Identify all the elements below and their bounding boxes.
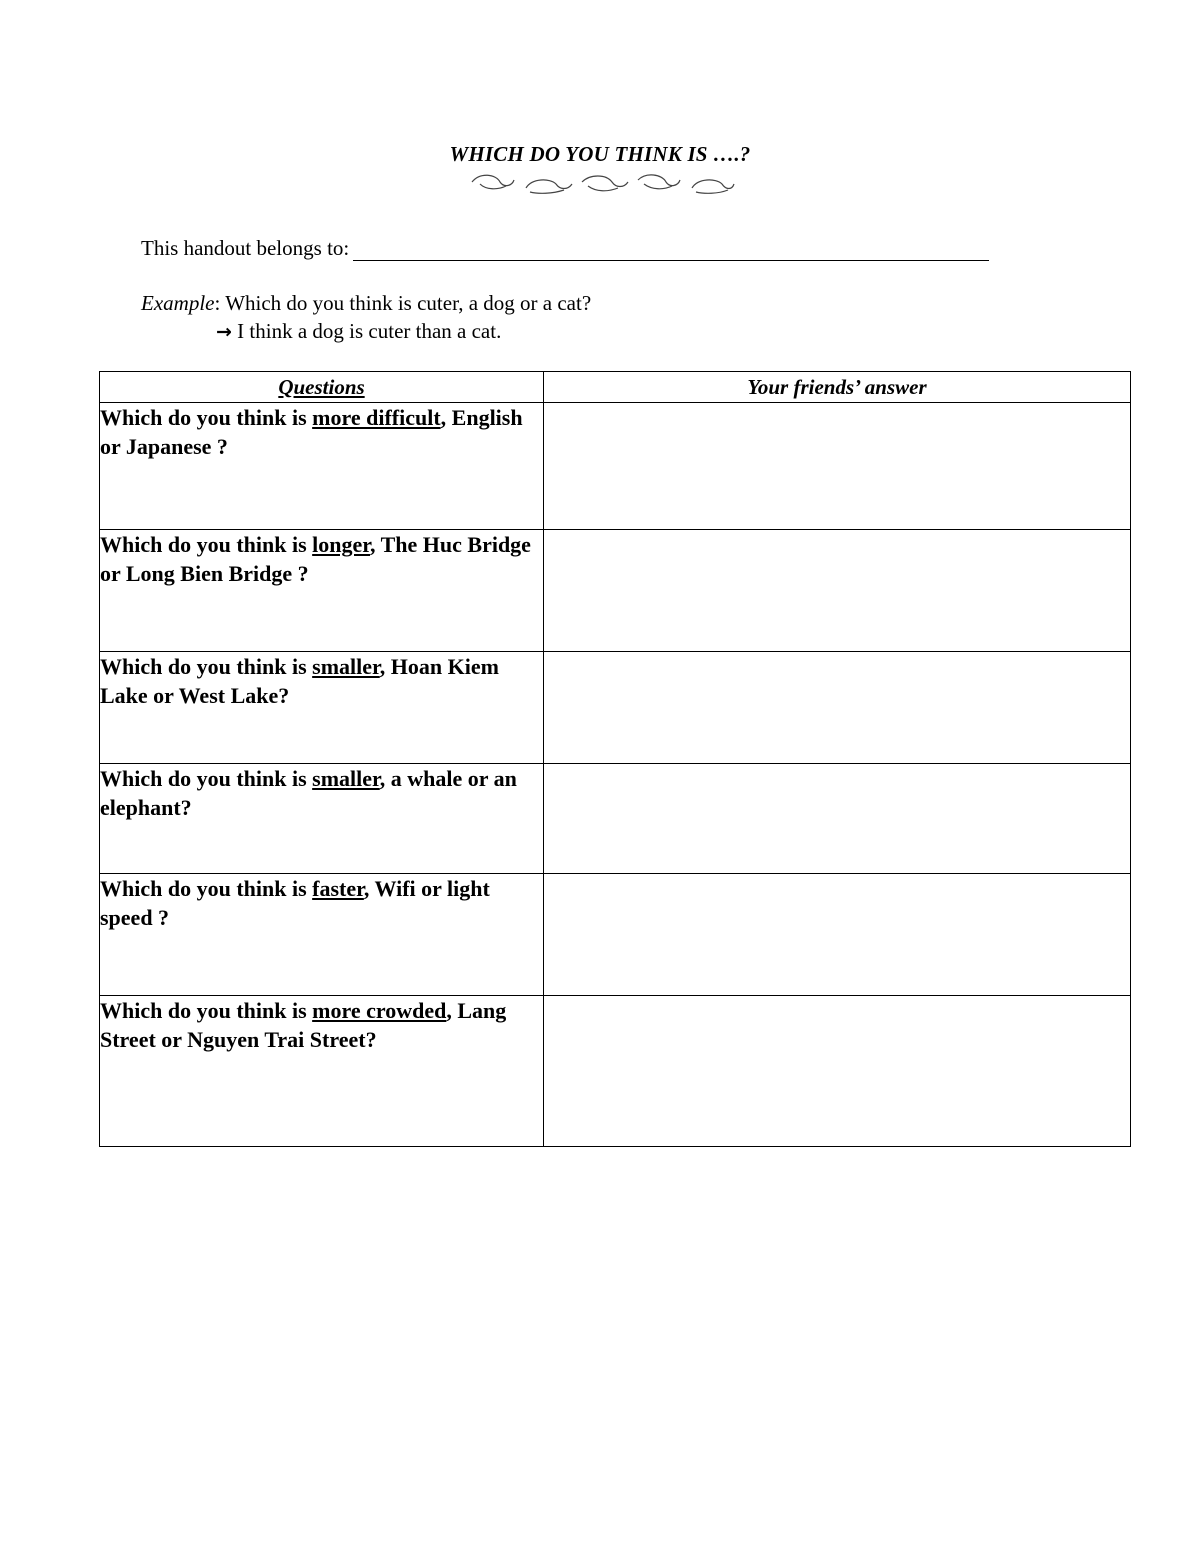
question-keyword: faster [312,876,364,901]
question-prefix: Which do you think is [100,405,313,430]
example-label: Example [141,291,215,315]
question-cell [100,996,544,1147]
question-keyword: smaller [312,654,380,679]
example-answer [216,319,501,344]
arrow-right-icon: → [216,321,232,343]
question-cell [100,403,544,530]
example-question-text: : Which do you think is cuter, a dog or a cat? [214,291,592,315]
question-keyword: more crowded [312,998,447,1023]
question-cell [100,764,544,874]
question-prefix: Which do you think is [100,876,313,901]
questions-column-header: Questions [100,372,544,403]
question-rest: , Lang Street or Nguyen Trai Street? [100,998,507,1052]
owner-line [141,236,989,261]
decorative-flourish-icon [466,168,738,198]
table-row [100,764,1131,874]
question-rest: , Hoan Kiem Lake or West Lake? [100,654,499,708]
page-title: WHICH DO YOU THINK IS ….? [449,142,751,166]
answer-cell[interactable] [544,764,1131,874]
answer-cell[interactable] [544,874,1131,996]
question-prefix: Which do you think is [100,532,313,557]
table-row [100,403,1131,530]
answer-cell[interactable] [544,403,1131,530]
answer-cell[interactable] [544,996,1131,1147]
question-prefix: Which do you think is [100,998,313,1023]
table-row [100,996,1131,1147]
answer-cell[interactable] [544,530,1131,652]
questions-table [99,371,1131,1147]
question-rest: , The Huc Bridge or Long Bien Bridge ? [100,532,531,586]
question-rest: , a whale or an elephant? [100,766,517,820]
owner-name-blank[interactable] [353,238,989,261]
question-keyword: more difficult [312,405,441,430]
table-header-row [100,372,1131,403]
answers-column-header: Your friends’ answer [544,372,1131,403]
question-cell [100,652,544,764]
table-row [100,652,1131,764]
example-question [141,291,591,316]
question-rest: , Wifi or light speed ? [100,876,490,930]
table-row [100,874,1131,996]
question-cell [100,874,544,996]
question-cell [100,530,544,652]
question-prefix: Which do you think is [100,654,313,679]
question-keyword: smaller [312,766,380,791]
question-keyword: longer [312,532,370,557]
owner-label: This handout belongs to: [141,236,350,260]
question-prefix: Which do you think is [100,766,313,791]
example-answer-text: I think a dog is cuter than a cat. [231,319,502,343]
table-row [100,530,1131,652]
answer-cell[interactable] [544,652,1131,764]
question-rest: , English or Japanese ? [100,405,523,459]
